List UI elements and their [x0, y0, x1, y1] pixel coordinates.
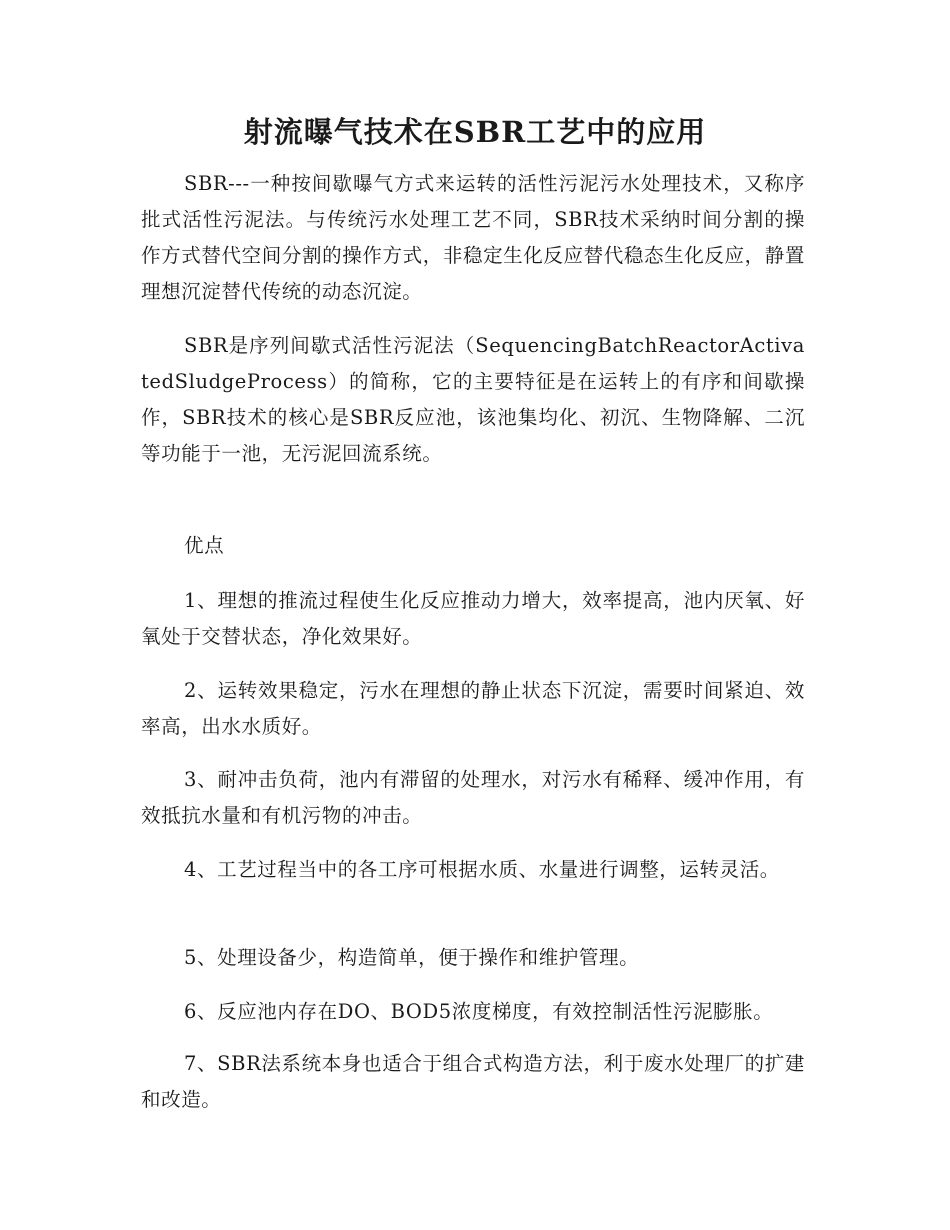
list-item-advantage-3: 3、耐冲击负荷，池内有滞留的处理水，对污水有稀释、缓冲作用，有效抵抗水量和有机污物的冲击。: [141, 768, 805, 827]
list-item-advantage-5: 5、处理设备少，构造简单，便于操作和维护管理。: [184, 946, 640, 969]
paragraph-sbr-definition: SBR---一种按间歇曝气方式来运转的活性污泥污水处理技术，又称序批式活性污泥法。与传统污水处理工艺不同，SBR技术采纳时间分割的操作方式替代空间分割的操作方式，非稳定生化反应替代稳态生化反应，静置理想沉淀替代传统的动态沉淀。: [141, 172, 805, 303]
list-item-advantage-2: 2、运转效果稳定，污水在理想的静止状态下沉淀，需要时间紧迫、效率高，出水水质好。: [141, 679, 805, 738]
list-item-advantage-1: 1、理想的推流过程使生化反应推动力增大，效率提高，池内厌氧、好氧处于交替状态，净化效果好。: [141, 589, 805, 648]
list-item-advantage-6: 6、反应池内存在DO、BOD5浓度梯度，有效控制活性污泥膨胀。: [184, 1000, 774, 1023]
section-heading-advantages: 优点: [184, 534, 225, 557]
document-title: 射流曝气技术在SBR工艺中的应用: [243, 115, 707, 149]
list-item-advantage-4: 4、工艺过程当中的各工序可根据水质、水量进行调整，运转灵活。: [184, 858, 780, 881]
paragraph-sbr-description: SBR是序列间歇式活性污泥法（SequencingBatchReactorActivatedSludgeProcess）的简称，它的主要特征是在运转上的有序和间歇操作，SBR技术的核心是SBR反应池，该池集均化、初沉、生物降解、二沉等功能于一池，无污泥回流系统。: [141, 334, 805, 465]
list-item-advantage-7: 7、SBR法系统本身也适合于组合式构造方法，利于废水处理厂的扩建和改造。: [141, 1052, 805, 1111]
